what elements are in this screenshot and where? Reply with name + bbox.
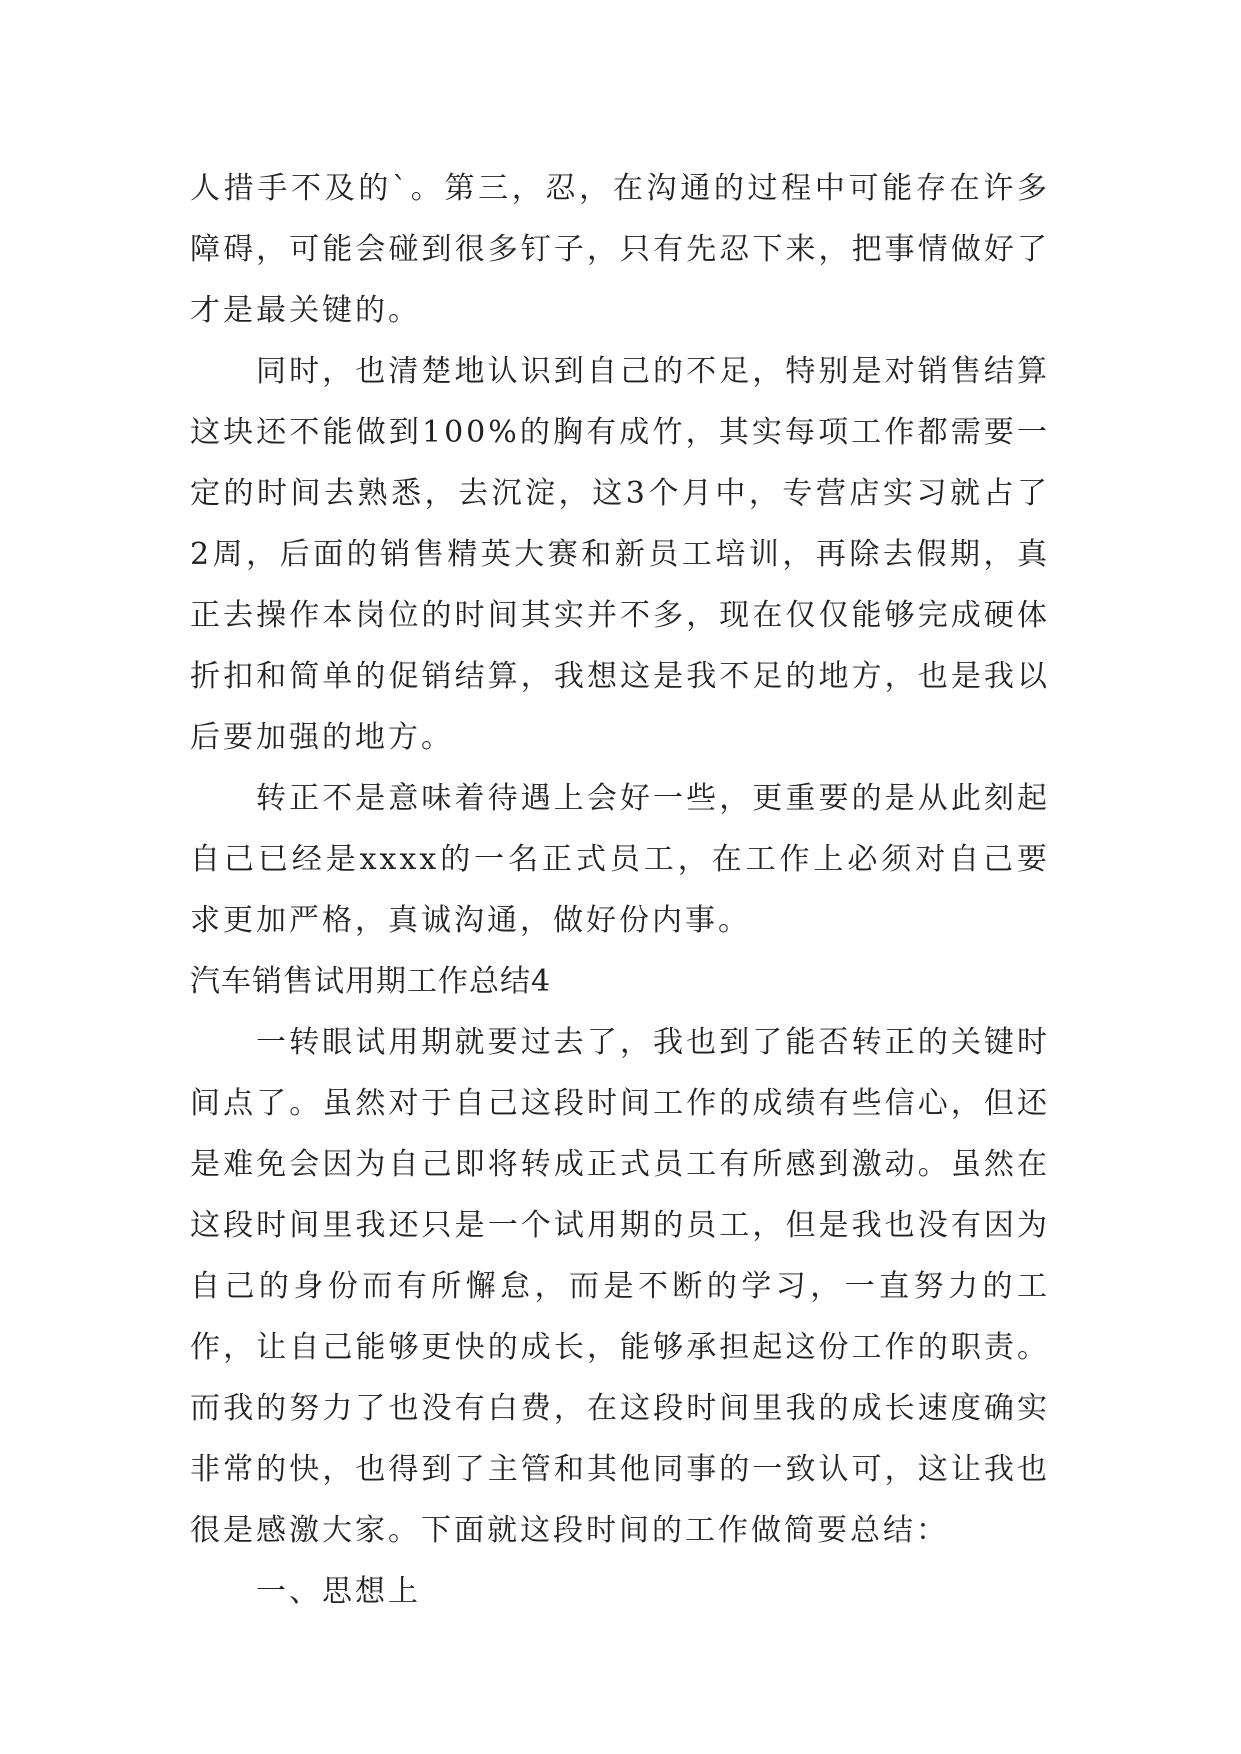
document-body [190, 158, 1050, 1622]
paragraph-regularization: 转正不是意味着待遇上会好一些，更重要的是从此刻起自己已经是xxxx的一名正式员工，在工作上必须对自己要求更加严格，真诚沟通，做好份内事。 [190, 781, 1050, 938]
paragraph-summary-intro: 一转眼试用期就要过去了，我也到了能否转正的关键时间点了。虽然对于自己这段时间工作的成绩有些信心，但还是难免会因为自己即将转成正式员工有所感到激动。虽然在这段时间里我还只是一个试用期的员工，但是我也没有因为自己的身份而有所懈怠，而是不断的学习，一直努力的工作，让自己能够更快的成长，能够承担起这份工作的职责。而我的努力了也没有白费，在这段时间里我的成长速度确实非常的快，也得到了主管和其他同事的一致认可，这让我也很是感激大家。下面就这段时间的工作做简要总结： [190, 1025, 1050, 1548]
subheading-thought: 一、思想上 [256, 1574, 421, 1609]
section-heading: 汽车销售试用期工作总结4 [190, 964, 552, 999]
paragraph-self-assessment: 同时，也清楚地认识到自己的不足，特别是对销售结算这块还不能做到100%的胸有成竹，其实每项工作都需要一定的时间去熟悉，去沉淀，这3个月中，专营店实习就占了2周，后面的销售精英大赛和新员工培训，再除去假期，真正去操作本岗位的时间其实并不多，现在仅仅能够完成硬体折扣和简单的促销结算，我想这是我不足的地方，也是我以后要加强的地方。 [190, 354, 1050, 755]
paragraph-continuation: 人措手不及的`。第三，忍，在沟通的过程中可能存在许多障碍，可能会碰到很多钉子，只有先忍下来，把事情做好了才是最关键的。 [190, 171, 1050, 328]
